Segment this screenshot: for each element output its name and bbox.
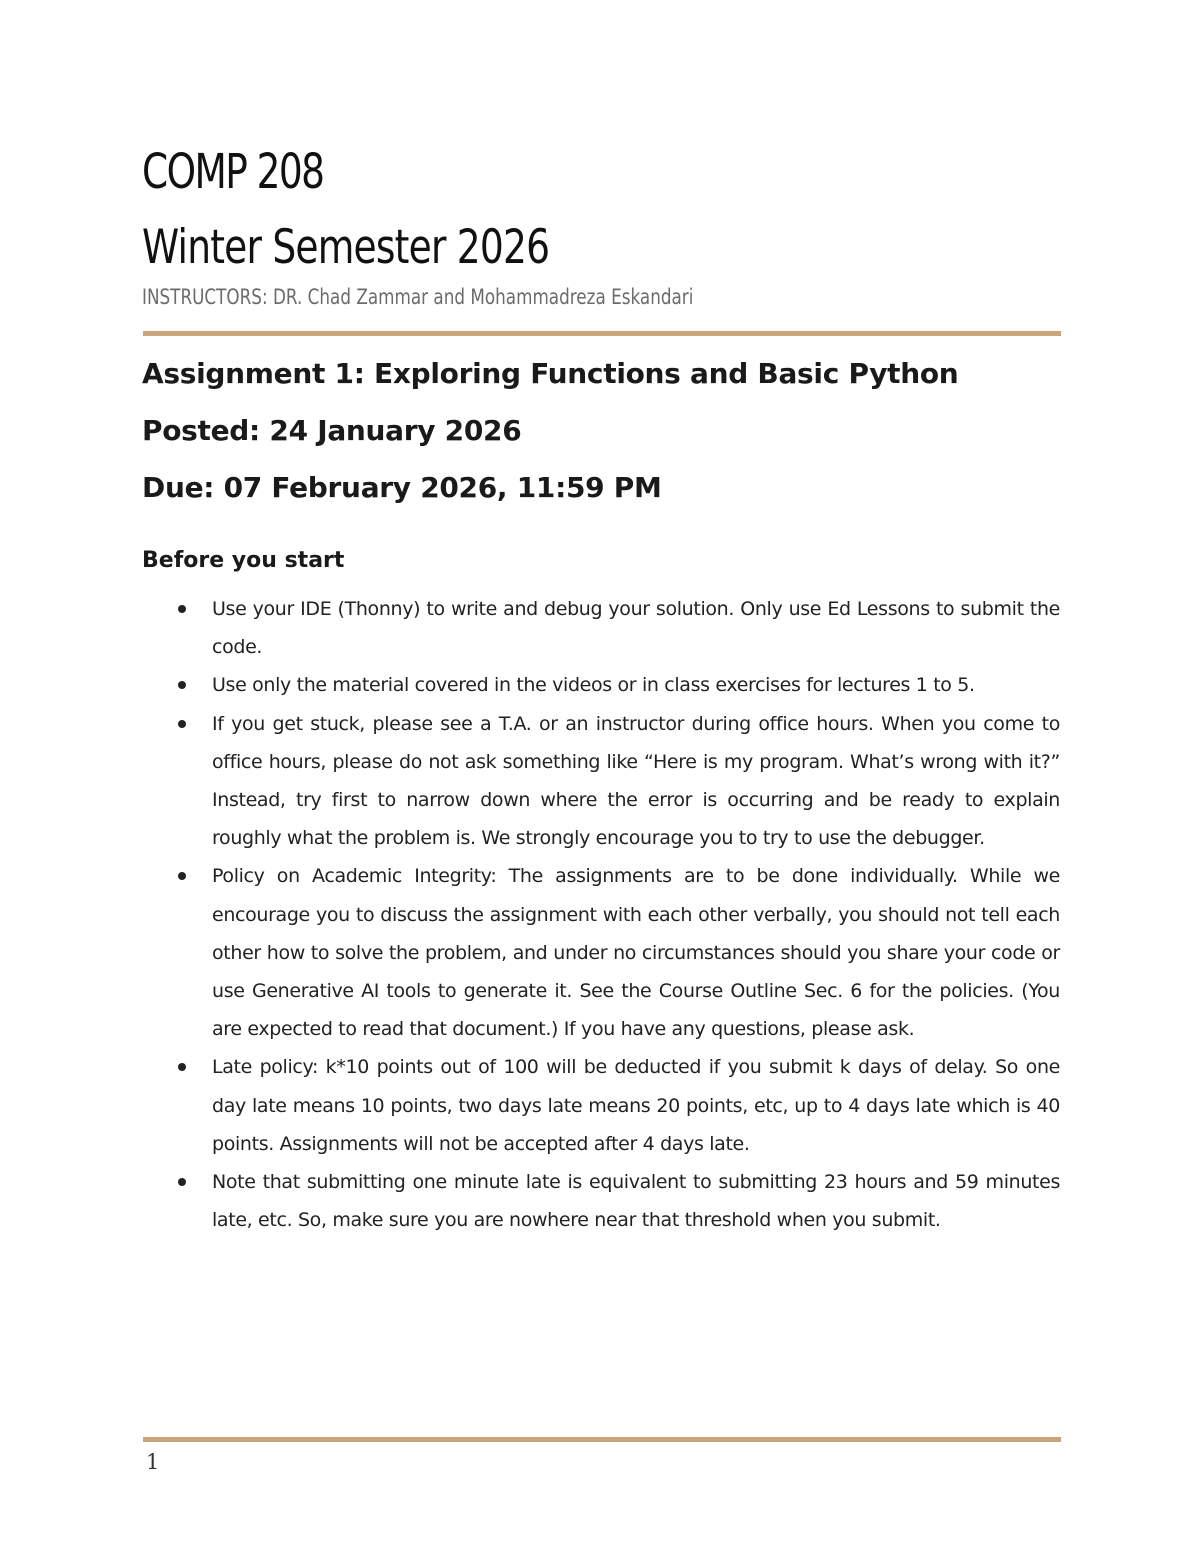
header-divider xyxy=(143,331,1061,336)
list-item-text: Late policy: k*10 points out of 100 will be deducted if you submit k days of delay. So one day late means 10 points, two days late means 20 points, etc, up to 4 days late which is 40 points. Assignments will not be accepted after 4 days late. xyxy=(212,1056,1060,1155)
list-item xyxy=(142,666,1060,704)
footer-divider xyxy=(143,1437,1061,1442)
section-heading-before-you-start: Before you start xyxy=(142,548,345,573)
list-item-text: Note that submitting one minute late is equivalent to submitting 23 hours and 59 minutes late, etc. So, make sure you are nowhere near that threshold when you submit. xyxy=(212,1171,1060,1232)
bullet-icon xyxy=(178,605,186,613)
list-item xyxy=(142,857,1060,1048)
bullet-icon xyxy=(178,681,186,689)
semester-title: Winter Semester 2026 xyxy=(142,220,550,275)
instructors-line: INSTRUCTORS: DR. Chad Zammar and Mohammadreza Eskandari xyxy=(142,285,694,309)
page-number: 1 xyxy=(146,1450,160,1474)
list-item-text: Use your IDE (Thonny) to write and debug your solution. Only use Ed Lessons to submit the code. xyxy=(212,598,1060,659)
list-item-text: If you get stuck, please see a T.A. or an instructor during office hours. When you come to office hours, please do not ask something like “Here is my program. What’s wrong with it?” Instead, try first to narrow down where the error is occurring and be ready to explain roughly what the problem is. We strongly encourage you to try to use the debugger. xyxy=(212,712,1060,850)
list-item-text: Policy on Academic Integrity: The assignments are to be done individually. While we encourage you to discuss the assignment with each other verbally, you should not tell each other how to solve the problem, and under no circumstances should you share your code or use Generative AI tools to generate it. See the Course Outline Sec. 6 for the policies. (You are expected to read that document.) If you have any questions, please ask. xyxy=(212,865,1060,1041)
bullet-icon xyxy=(178,1178,186,1186)
posted-date: Posted: 24 January 2026 xyxy=(142,414,522,447)
bullet-icon xyxy=(178,720,186,728)
list-item xyxy=(142,590,1060,666)
list-item xyxy=(142,1048,1060,1163)
list-item-text: Use only the material covered in the videos or in class exercises for lectures 1 to 5. xyxy=(212,674,975,697)
due-date: Due: 07 February 2026, 11:59 PM xyxy=(142,471,662,504)
list-item xyxy=(142,705,1060,858)
course-code: COMP 208 xyxy=(142,144,324,200)
assignment-title: Assignment 1: Exploring Functions and Basic Python xyxy=(142,357,959,390)
instructions-list xyxy=(142,590,1060,1239)
bullet-icon xyxy=(178,872,186,880)
bullet-icon xyxy=(178,1063,186,1071)
list-item xyxy=(142,1163,1060,1239)
